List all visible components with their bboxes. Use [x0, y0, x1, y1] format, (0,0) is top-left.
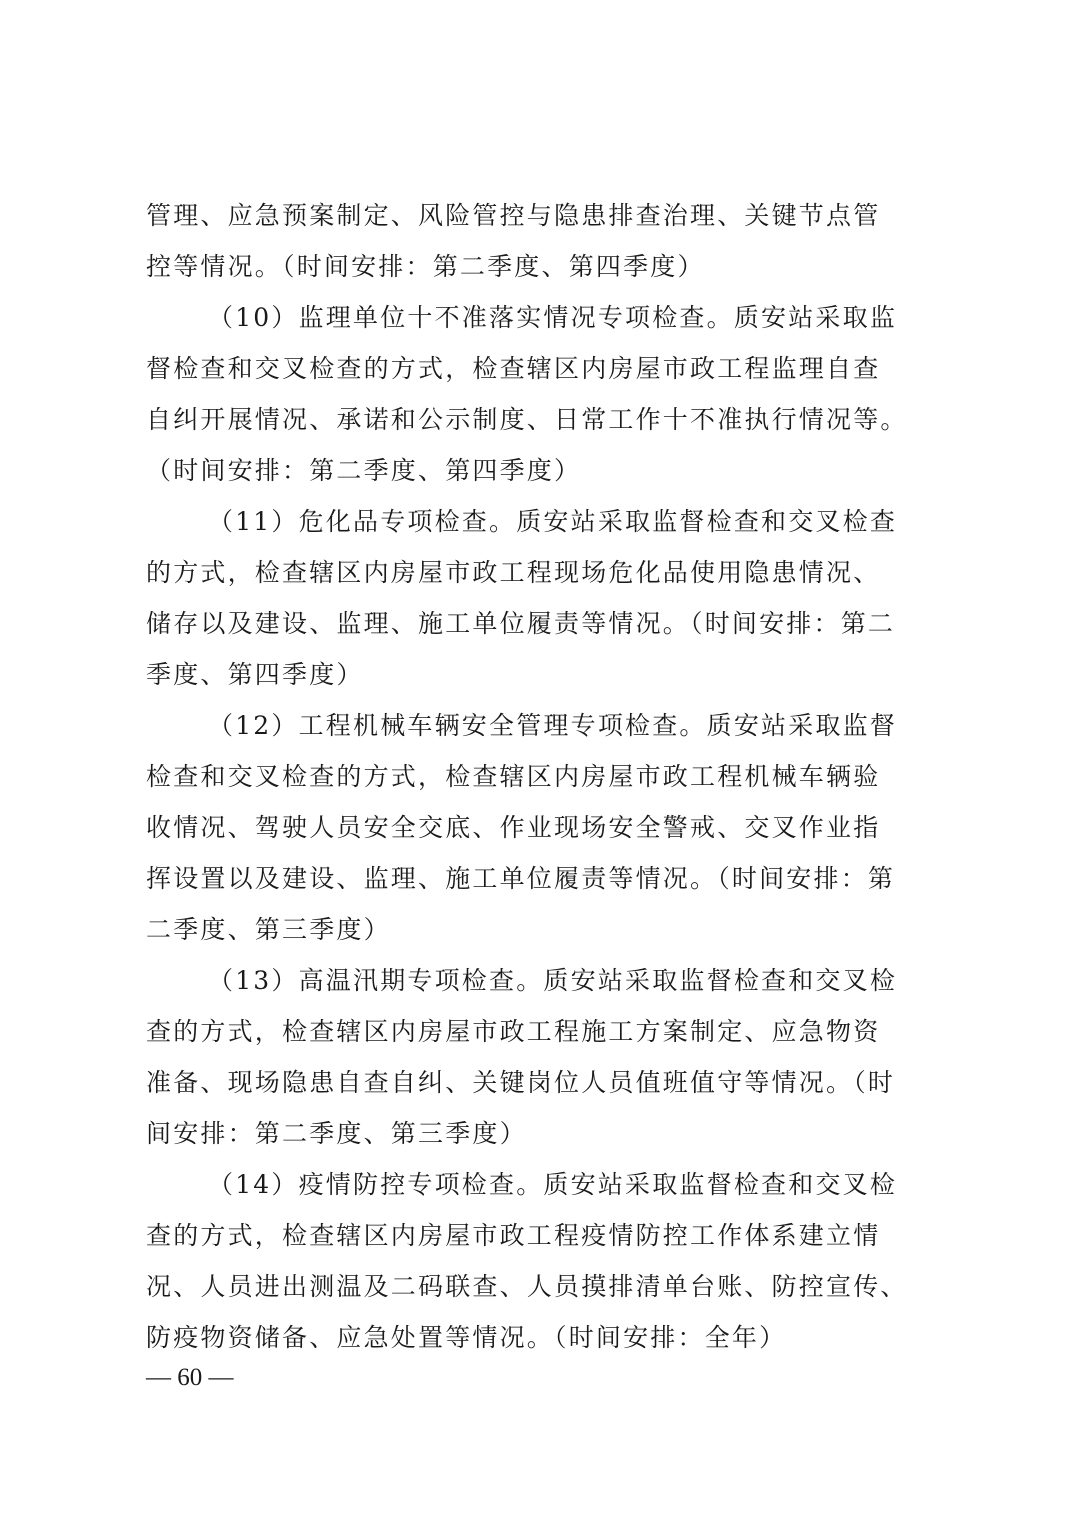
text-line: 储存以及建设、监理、施工单位履责等情况。（时间安排：第二	[146, 609, 896, 638]
text-line: 检查和交叉检查的方式，检查辖区内房屋市政工程机械车辆验	[146, 762, 881, 791]
text-line: 防疫物资储备、应急处置等情况。（时间安排：全年）	[146, 1323, 787, 1352]
text-line: 查的方式，检查辖区内房屋市政工程施工方案制定、应急物资	[146, 1017, 881, 1046]
text-line: 管理、应急预案制定、风险管控与隐患排查治理、关键节点管	[146, 201, 881, 230]
text-line: （12）工程机械车辆安全管理专项检查。质安站采取监督	[208, 711, 898, 740]
text-line: 自纠开展情况、承诺和公示制度、日常工作十不准执行情况等。	[146, 405, 908, 434]
text-line: （13）高温汛期专项检查。质安站采取监督检查和交叉检	[208, 966, 898, 995]
text-line: （时间安排：第二季度、第四季度）	[146, 456, 582, 485]
text-line: 的方式，检查辖区内房屋市政工程现场危化品使用隐患情况、	[146, 558, 881, 587]
text-line: 督检查和交叉检查的方式，检查辖区内房屋市政工程监理自查	[146, 354, 881, 383]
text-line: （14）疫情防控专项检查。质安站采取监督检查和交叉检	[208, 1170, 898, 1199]
page-number: — 60 —	[146, 1364, 234, 1391]
body-text	[146, 190, 926, 1363]
text-line: 况、人员进出测温及二码联查、人员摸排清单台账、防控宣传、	[146, 1272, 908, 1301]
text-line: 收情况、驾驶人员安全交底、作业现场安全警戒、交叉作业指	[146, 813, 881, 842]
text-line: 控等情况。（时间安排：第二季度、第四季度）	[146, 252, 705, 281]
text-line: 挥设置以及建设、监理、施工单位履责等情况。（时间安排：第	[146, 864, 896, 893]
text-line: 查的方式，检查辖区内房屋市政工程疫情防控工作体系建立情	[146, 1221, 881, 1250]
text-line: （11）危化品专项检查。质安站采取监督检查和交叉检查	[208, 507, 898, 536]
text-line: 准备、现场隐患自查自纠、关键岗位人员值班值守等情况。（时	[146, 1068, 896, 1097]
text-line: 间安排：第二季度、第三季度）	[146, 1119, 527, 1148]
text-line: 二季度、第三季度）	[146, 915, 391, 944]
text-line: （10）监理单位十不准落实情况专项检查。质安站采取监	[208, 303, 898, 332]
text-line: 季度、第四季度）	[146, 660, 364, 689]
